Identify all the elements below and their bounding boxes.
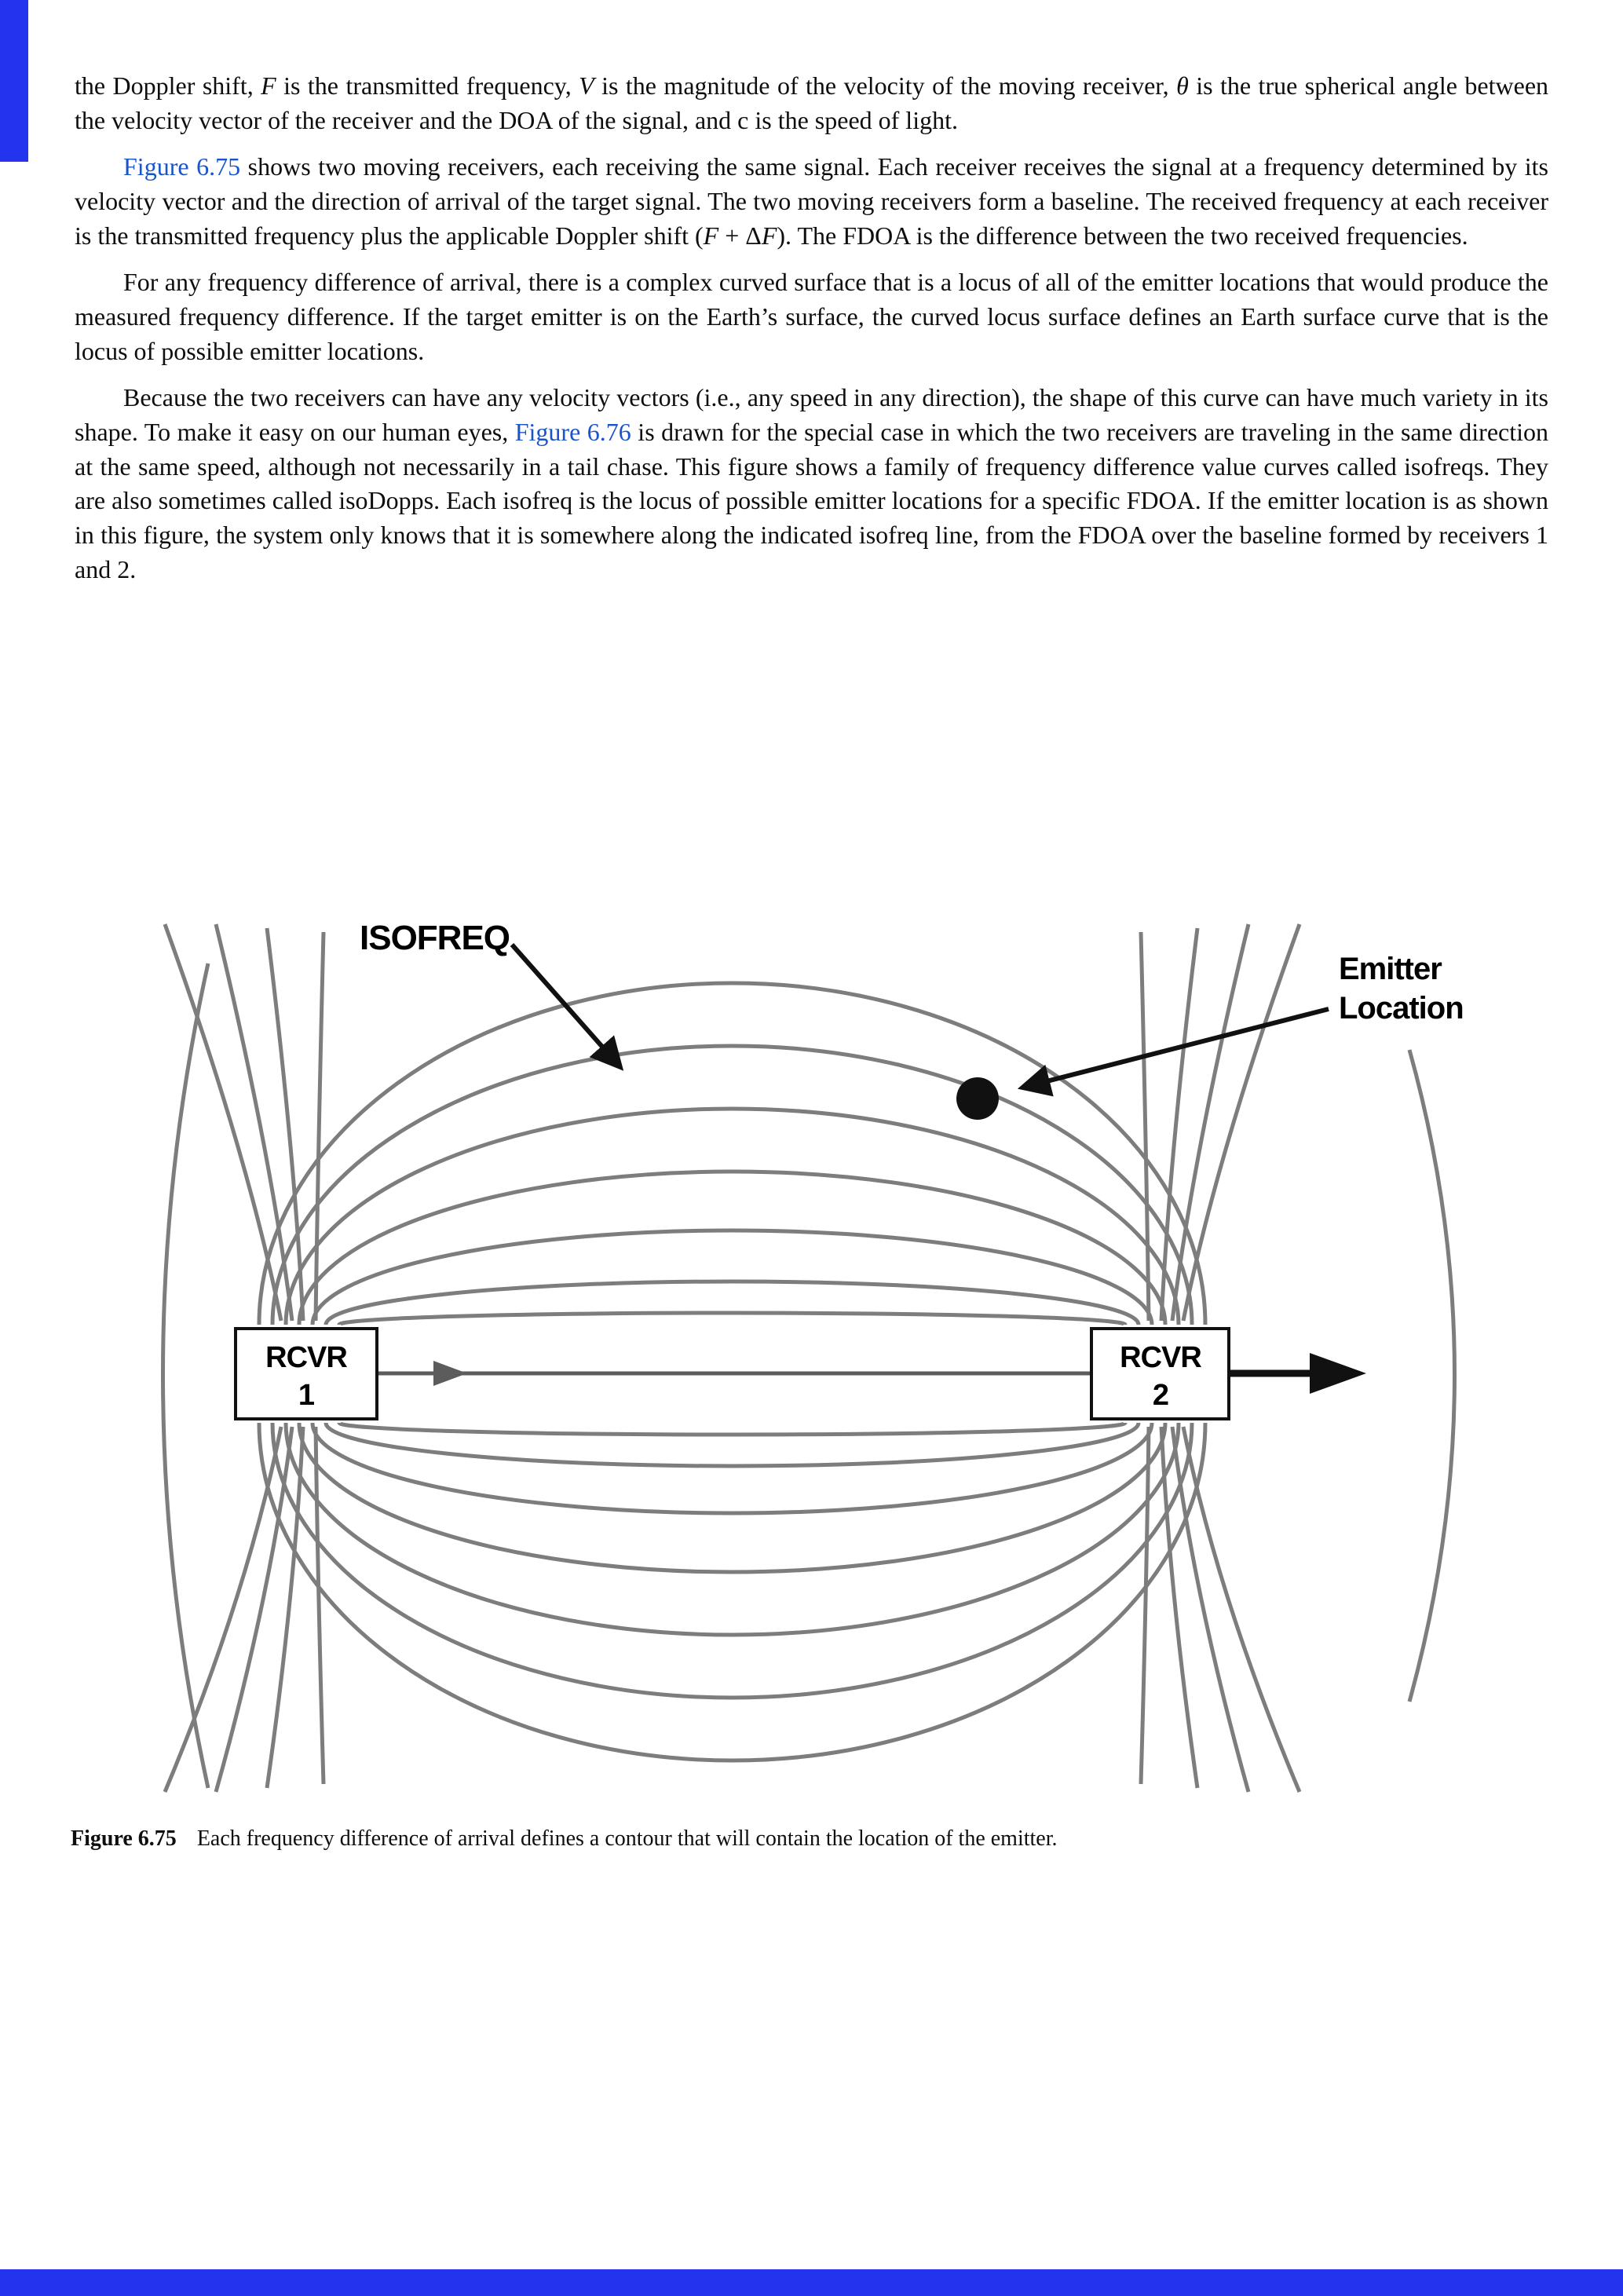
- figure-link[interactable]: Figure 6.76: [514, 418, 631, 447]
- rcvr2-number: 2: [1152, 1379, 1169, 1413]
- baseline: [377, 1361, 1091, 1386]
- emphasis-text: F: [261, 71, 276, 100]
- paragraph: [75, 265, 1548, 368]
- text-run: the Doppler shift,: [75, 71, 261, 100]
- page-edge-accent-bottom: [0, 2269, 1623, 2296]
- rcvr1-label: RCVR: [265, 1341, 347, 1375]
- emphasis-text: F: [703, 221, 719, 250]
- isofreq-arrow: [512, 945, 620, 1067]
- emitter-dot: [956, 1077, 999, 1120]
- figure-caption-label: Figure 6.75: [71, 1826, 177, 1852]
- figure-caption: [71, 1825, 1547, 1853]
- text-run: ). The FDOA is the difference between the two received frequencies.: [777, 221, 1468, 250]
- article-text: [75, 69, 1548, 587]
- emphasis-text: V: [579, 71, 594, 100]
- text-run: is the magnitude of the velocity of the moving receiver,: [594, 71, 1177, 100]
- isofreq-diagram: [71, 893, 1547, 1804]
- velocity-arrow: [1229, 1353, 1366, 1394]
- emphasis-text: F: [761, 221, 777, 250]
- paragraph: [75, 150, 1548, 253]
- text-run: shows two moving receivers, each receiving the same signal. Each receiver receives the signal at a frequency determined by its velocity vector and the direction of arrival of the target signal. The two moving receivers form a baseline. The received frequency at each receiver is the transmitted frequency plus the applicable Doppler shift (: [75, 152, 1549, 250]
- page-edge-accent-left: [0, 0, 28, 162]
- paragraph: [75, 381, 1548, 587]
- rcvr2-label: RCVR: [1120, 1341, 1201, 1375]
- page-content: [71, 69, 1549, 1854]
- rcvr1-box: [236, 1329, 377, 1419]
- figure-caption-text: Each frequency difference of arrival defines a contour that will contain the location of the emitter.: [196, 1826, 1058, 1852]
- text-run: Because the two receivers can have any velocity vectors (i.e., any speed in any direction), the shape of this curve can have much variety in its shape. To make it easy on our human eyes,: [75, 383, 1548, 447]
- rcvr1-number: 1: [298, 1379, 315, 1413]
- text-run: is drawn for the special case in which the two receivers are traveling in the same direction at the same speed, although not necessarily in a tail chase. This figure shows a family of frequency difference value curves called isofreqs. They are also sometimes called isoDopps. Each isofreq is the locus of possible emitter locations for a specific FDOA. If the emitter location is as shown in this figure, the system only knows that it is somewhere along the indicated isofreq line, from the FDOA over the baseline formed by receivers 1 and 2.: [75, 418, 1549, 583]
- emitter-label-line1: Emitter: [1339, 952, 1442, 987]
- rcvr2-box: [1091, 1329, 1229, 1419]
- emitter-label-line2: Location: [1339, 991, 1464, 1026]
- text-run: is the true spherical angle between the velocity vector of the receiver and the DOA of the signal, and c is the speed of light.: [75, 71, 1549, 134]
- text-run: For any frequency difference of arrival, there is a complex curved surface that is a locus of all of the emitter locations that would produce the measured frequency difference. If the target emitter is on the Earth’s surface, the curved locus surface defines an Earth surface curve that is the locus of possible emitter locations.: [75, 268, 1548, 365]
- baseline-mid-arrowhead: [433, 1361, 467, 1386]
- emphasis-text: θ: [1176, 71, 1189, 100]
- figure-link[interactable]: Figure 6.75: [123, 152, 241, 181]
- paragraph: [75, 69, 1548, 137]
- emitter-arrow: [1022, 1009, 1329, 1088]
- text-run: + Δ: [718, 221, 762, 250]
- figure-6-75: [71, 893, 1547, 1853]
- isofreq-label: ISOFREQ: [360, 919, 510, 958]
- text-run: is the transmitted frequency,: [276, 71, 579, 100]
